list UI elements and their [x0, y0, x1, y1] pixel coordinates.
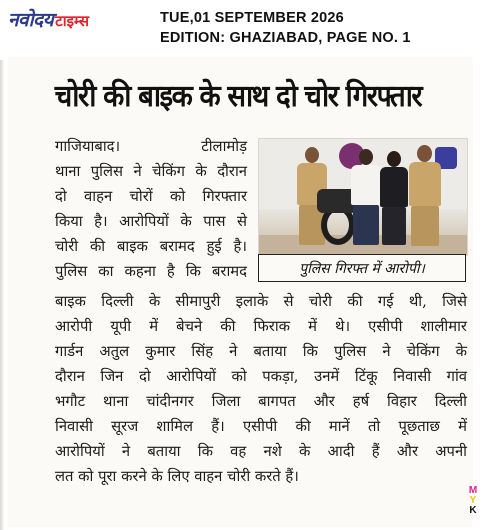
publication-date: TUE,01 SEPTEMBER 2026 [160, 10, 344, 26]
clipping-edge-shadow [0, 60, 4, 530]
color-mark-k: K [469, 505, 477, 516]
body-line-1: गाजियाबाद। टीलामोड़ [55, 138, 247, 155]
logo-sub-text: टाइम्स [55, 12, 89, 30]
body-line-8: आरोपी यूपी में बेचने की फिराक में थे। एसीपी शालीमार [55, 318, 467, 335]
print-color-marks [466, 486, 480, 526]
body-line-2: थाना पुलिस ने चेकिंग के दौरान [55, 163, 247, 180]
body-line-6: पुलिस का कहना है कि बरामद [55, 263, 247, 280]
article-photo [258, 138, 468, 256]
body-line-5: चोरी की बाइक बरामद हुई है। [55, 238, 247, 255]
masthead-logo [8, 6, 89, 32]
body-line-10: दौरान जिन दो आरोपियों को पकड़ा, उनमें टिंकू निवासी गांव [55, 368, 467, 385]
edition-info [160, 8, 411, 48]
article-headline: चोरी की बाइक के साथ दो चोर गिरफ्तार [54, 79, 422, 114]
edition-page: EDITION: GHAZIABAD, PAGE NO. 1 [160, 30, 411, 46]
body-line-7: बाइक दिल्ली के सीमापुरी इलाके से चोरी की गई थी, जिसे [55, 293, 467, 310]
body-line-9: गार्डन अतुल कुमार सिंह ने बताया कि पुलिस ने चेकिंग के [55, 343, 467, 360]
color-mark-m: M [468, 485, 478, 496]
color-mark-y: Y [469, 495, 477, 506]
logo-main-text: नवोदय [8, 9, 54, 31]
body-line-3: दो वाहन चोरों को गिरफ्तार [55, 188, 247, 205]
body-line-4: किया है। आरोपियों के पास से [55, 213, 247, 230]
body-line-12: निवासी सूरज शामिल हैं। एसीपी की मानें तो पूछताछ में [55, 418, 467, 435]
body-line-14: लत को पूरा करने के लिए वाहन चोरी करते हैं। [55, 468, 299, 485]
newspaper-header [0, 0, 483, 50]
photo-caption: पुलिस गिरफ्त में आरोपी। [258, 254, 466, 282]
body-line-11: भगौट थाना चांदीनगर जिला बागपत और हर्ष विहार दिल्ली [55, 393, 467, 410]
body-line-13: आरोपियों ने बताया कि वह नशे के आदी हैं और अपनी [55, 443, 467, 460]
